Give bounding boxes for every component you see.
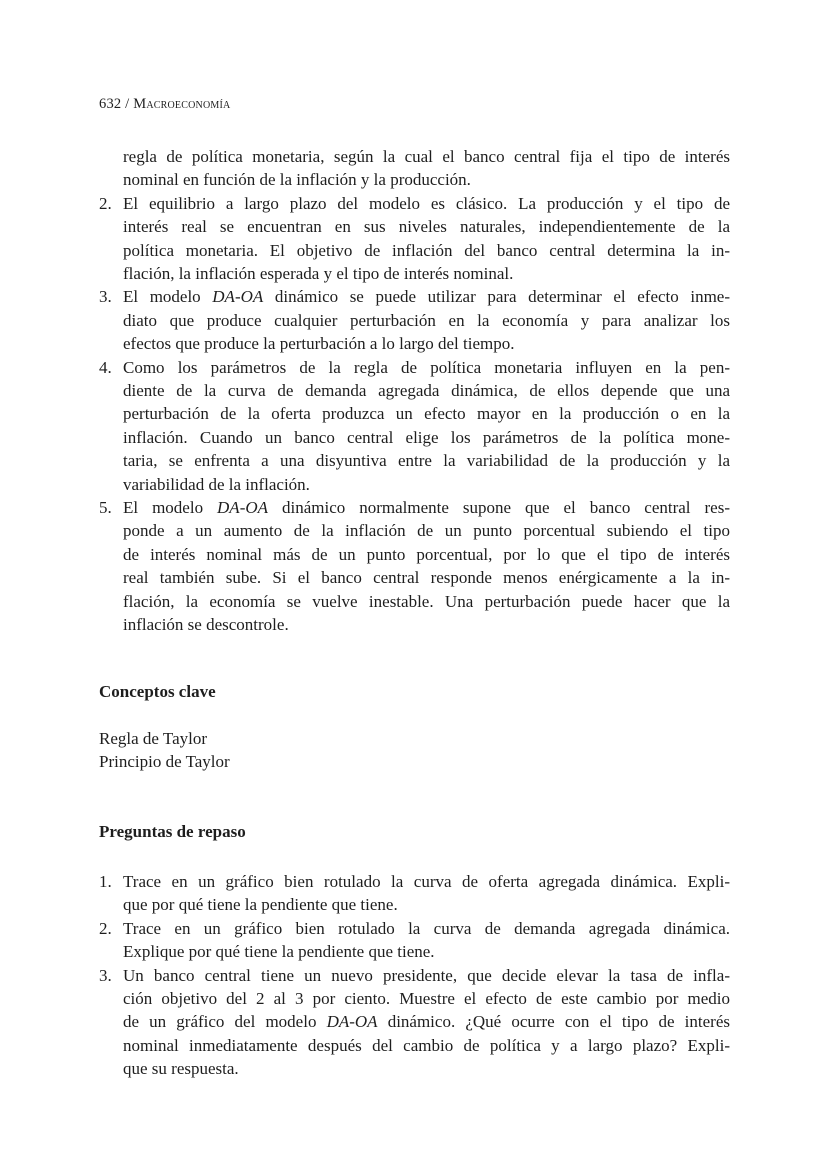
summary-item-line: de interés nominal más de un punto porcentual, por lo que el tipo de interés (123, 544, 730, 564)
review-question-line: Trace en un gráfico bien rotulado la curva de demanda agregada dinámica. (123, 918, 730, 938)
summary-item-line: real también sube. Si el banco central responde menos enérgicamente a la in- (123, 568, 730, 588)
summary-item-line: flación, la inflación esperada y el tipo de interés nominal. (123, 264, 514, 283)
summary-item-line: El modelo DA-OA dinámico se puede utilizar para determinar el efecto inme- (123, 287, 730, 307)
review-question-line: nominal inmediatamente después del cambio de política y a largo plazo? Expli- (123, 1035, 730, 1055)
page-number: 632 (99, 96, 122, 112)
summary-item-line: inflación se descontrole. (123, 615, 289, 634)
summary-item-line: taria, se enfrenta a una disyuntiva entre la variabilidad de la producción y la (123, 451, 730, 471)
summary-item-line: diente de la curva de demanda agregada dinámica, de ellos depende que una (123, 381, 730, 400)
review-question-line: Explique por qué tiene la pendiente que tiene. (123, 942, 435, 962)
review-questions-heading: Preguntas de repaso (99, 822, 246, 841)
summary-item-line: efectos que produce la perturbación a lo largo del tiempo. (123, 334, 515, 354)
summary-item-line: política monetaria. El objetivo de inflación del banco central determina la in- (123, 240, 730, 260)
review-question-line: Trace en un gráfico bien rotulado la curva de oferta agregada dinámica. Expli- (123, 872, 730, 891)
key-concept-item: Regla de Taylor (99, 729, 208, 748)
review-question-number: 1. (99, 872, 112, 891)
review-question-line: Un banco central tiene un nuevo presidente, que decide elevar la tasa de infla- (123, 965, 730, 985)
review-question-number: 3. (99, 965, 112, 985)
summary-item-line: Como los parámetros de la regla de política monetaria influyen en la pen- (123, 357, 730, 377)
review-question-number: 2. (99, 918, 112, 938)
page-header (99, 96, 230, 113)
review-question-line: de un gráfico del modelo DA-OA dinámico. ¿Qué ocurre con el tipo de interés (123, 1012, 730, 1032)
review-question-line: que su respuesta. (123, 1059, 239, 1079)
summary-item-line: inflación. Cuando un banco central elige los parámetros de la política mone- (123, 427, 730, 447)
summary-item-line: nominal en función de la inflación y la producción. (123, 170, 471, 190)
summary-item-number: 3. (99, 287, 112, 307)
summary-item-line: flación, la economía se vuelve inestable. Una perturbación puede hacer que la (123, 591, 730, 611)
summary-item-line: interés real se encuentran en sus niveles naturales, independientemente de la (123, 217, 730, 237)
header-separator: / (121, 96, 134, 112)
review-question-line: que por qué tiene la pendiente que tiene. (123, 895, 398, 915)
key-concept-item: Principio de Taylor (99, 752, 230, 771)
summary-item-line: variabilidad de la inflación. (123, 474, 310, 494)
key-concepts-heading: Conceptos clave (99, 682, 216, 701)
review-question-line: ción objetivo del 2 al 3 por ciento. Muestre el efecto de este cambio por medio (123, 989, 730, 1008)
summary-item-number: 4. (99, 357, 112, 377)
summary-item-line: diato que produce cualquier perturbación en la economía y para analizar los (123, 310, 730, 330)
book-title: Macroeconomía (133, 96, 231, 112)
summary-item-line: El modelo DA-OA dinámico normalmente supone que el banco central res- (123, 498, 730, 517)
summary-item-line: El equilibrio a largo plazo del modelo es clásico. La producción y el tipo de (123, 193, 730, 213)
summary-item-line: regla de política monetaria, según la cual el banco central fija el tipo de interés (123, 147, 730, 166)
summary-item-number: 2. (99, 193, 112, 213)
summary-item-number: 5. (99, 498, 112, 517)
summary-item-line: ponde a un aumento de la inflación de un punto porcentual subiendo el tipo (123, 521, 730, 541)
summary-item-line: perturbación de la oferta produzca un efecto mayor en la producción o en la (123, 404, 730, 424)
